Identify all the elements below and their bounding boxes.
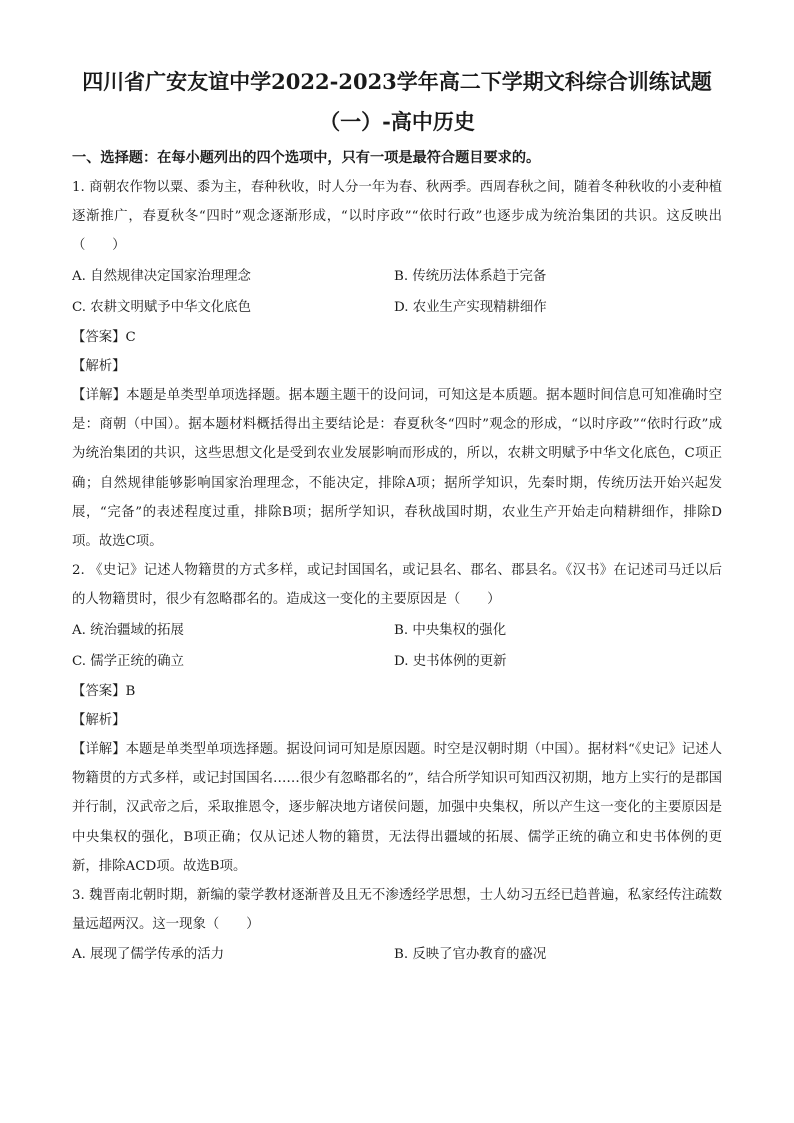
question-3 (72, 881, 722, 970)
question-3-option-b: B. 反映了官办教育的盛况 (394, 947, 547, 963)
question-2-option-c: C. 儒学正统的确立 (72, 653, 185, 669)
title-line-2: （一）-高中历史 (319, 109, 475, 134)
question-1-option-b: B. 传统历法体系趋于完备 (394, 268, 547, 284)
question-1-options (72, 261, 722, 323)
question-3-options (72, 939, 722, 970)
question-1-option-c: C. 农耕文明赋予中华文化底色 (72, 299, 251, 315)
question-2-options (72, 615, 722, 677)
question-1-option-a: A. 自然规律决定国家治理理念 (72, 268, 251, 284)
section-heading: 一、选择题：在每小题列出的四个选项中，只有一项是最符合题目要求的。 (72, 150, 541, 166)
question-2-stem: 2. 《史记》记述人物籍贯的方式多样，或记封国国名，或记县名、郡名、郡县名。《汉书》在记述司马迁以后的人物籍贯时，很少有忽略郡名的。造成这一变化的主要原因是（ ） (72, 563, 722, 608)
question-2-analysis-label: 【解析】 (72, 712, 126, 728)
question-2-option-a: A. 统治疆域的拓展 (72, 622, 184, 638)
question-2-answer: 【答案】B (72, 683, 136, 699)
question-1-answer: 【答案】C (72, 329, 136, 345)
question-2-option-b: B. 中央集权的强化 (394, 622, 507, 638)
title-line-1: 四川省广安友谊中学2022-2023学年高二下学期文科综合训练试题 (82, 69, 712, 94)
question-1-detail: 【详解】本题是单类型单项选择题。据本题主题干的设问词，可知这是本质题。据本题时间信息可知准确时空是：商朝（中国）。据本题材料概括得出主要结论是：春夏秋冬“四时”观念的形成，“以时序政”“依时行政”成为统治集团的共识，这些思想文化是受到农业发展影响而形成的，所以，农耕文明赋予中华文化底色，C项正确；自然规律能够影响国家治理理念，不能决定，排除A项；据所学知识，先秦时期，传统历法开始兴起发展，“完备”的表述程度过重，排除B项；据所学知识，春秋战国时期，农业生产开始走向精耕细作，排除D项。故选C项。 (72, 388, 722, 550)
question-1-analysis-label: 【解析】 (72, 358, 126, 374)
question-1-option-d: D. 农业生产实现精耕细作 (394, 299, 547, 315)
question-1-stem: 1. 商朝农作物以粟、黍为主，春种秋收，时人分一年为春、秋两季。西周春秋之间，随着冬种秋收的小麦种植逐渐推广，春夏秋冬“四时”观念逐渐形成，“以时序政”“依时行政”也逐步成为统治集团的共识。这反映出（ ） (72, 180, 722, 254)
question-1 (72, 173, 722, 556)
question-3-option-a: A. 展现了儒学传承的活力 (72, 947, 225, 963)
question-2 (72, 556, 722, 881)
question-2-detail: 【详解】本题是单类型单项选择题。据设问词可知是原因题。时空是汉朝时期（中国）。据材料“《史记》记述人物籍贯的方式多样，或记封国国名……很少有忽略郡名的”，结合所学知识可知西汉初期，地方上实行的是郡国并行制，汉武帝之后，采取推恩令，逐步解决地方诸侯问题，加强中央集权，所以产生这一变化的主要原因是中央集权的强化，B项正确；仅从记述人物的籍贯，无法得出疆域的拓展、儒学正统的确立和史书体例的更新，排除ACD项。故选B项。 (72, 742, 722, 874)
question-2-option-d: D. 史书体例的更新 (394, 653, 507, 669)
question-3-stem: 3. 魏晋南北朝时期，新编的蒙学教材逐渐普及且无不渗透经学思想，士人幼习五经已趋普遍，私家经传注疏数量远超两汉。这一现象（ ） (72, 888, 722, 933)
